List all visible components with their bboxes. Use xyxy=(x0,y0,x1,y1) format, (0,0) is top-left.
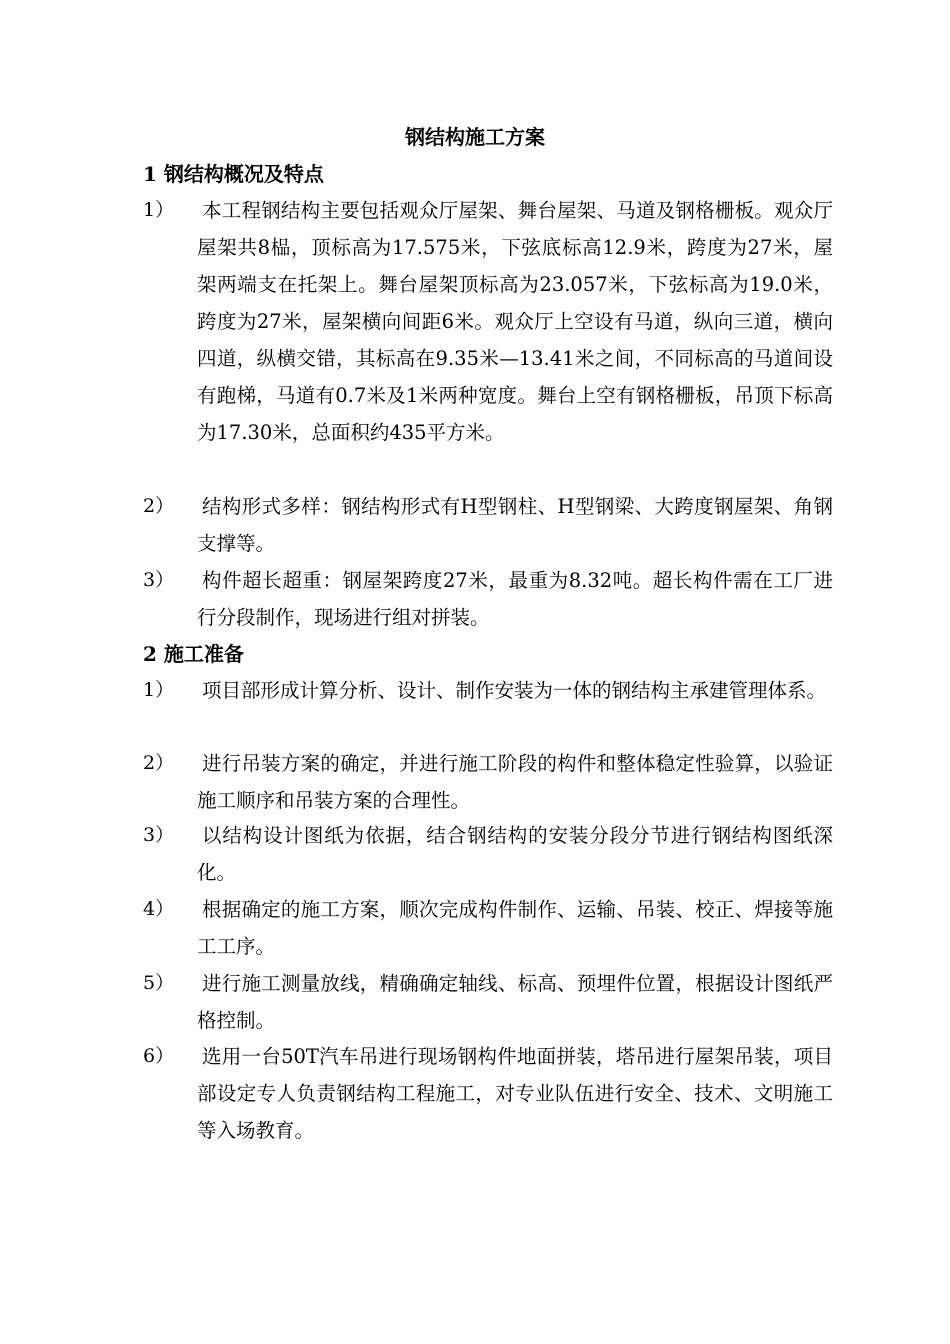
item-number: 2） xyxy=(143,752,175,774)
item-number: 2） xyxy=(143,495,175,517)
list-item xyxy=(143,817,833,891)
section-heading-2: 2 施工准备 xyxy=(143,642,244,666)
list-item xyxy=(143,672,833,709)
item-text: 根据确定的施工方案，顺次完成构件制作、运输、吊装、校正、焊接等施工工序。 xyxy=(197,898,833,958)
item-number: 3） xyxy=(143,824,175,846)
document-title: 钢结构施工方案 xyxy=(405,125,545,149)
list-item xyxy=(143,562,833,636)
list-item xyxy=(143,192,833,451)
item-text: 进行施工测量放线，精确确定轴线、标高、预埋件位置，根据设计图纸严格控制。 xyxy=(197,972,833,1032)
item-number: 1） xyxy=(143,199,175,221)
item-text: 选用一台50T汽车吊进行现场钢构件地面拼装，塔吊进行屋架吊装，项目部设定专人负责钢结构工程施工，对专业队伍进行安全、技术、文明施工等入场教育。 xyxy=(197,1045,833,1142)
item-number: 5） xyxy=(143,972,175,994)
list-item xyxy=(143,891,833,965)
list-item xyxy=(143,745,833,819)
item-number: 6） xyxy=(143,1045,175,1067)
item-text: 以结构设计图纸为依据，结合钢结构的安装分段分节进行钢结构图纸深化。 xyxy=(197,824,833,884)
list-item xyxy=(143,488,833,562)
item-number: 1） xyxy=(143,679,175,701)
item-number: 3） xyxy=(143,569,175,591)
item-text: 进行吊装方案的确定，并进行施工阶段的构件和整体稳定性验算，以验证施工顺序和吊装方案的合理性。 xyxy=(197,752,833,812)
list-item xyxy=(143,1038,833,1149)
section-heading-1: 1 钢结构概况及特点 xyxy=(143,162,324,186)
item-text: 构件超长超重：钢屋架跨度27米，最重为8.32吨。超长构件需在工厂进行分段制作，现场进行组对拼装。 xyxy=(197,569,833,629)
item-number: 4） xyxy=(143,898,175,920)
item-text: 结构形式多样：钢结构形式有H型钢柱、H型钢梁、大跨度钢屋架、角钢支撑等。 xyxy=(197,495,833,555)
item-text: 项目部形成计算分析、设计、制作安装为一体的钢结构主承建管理体系。 xyxy=(202,679,827,702)
list-item xyxy=(143,965,833,1039)
item-text: 本工程钢结构主要包括观众厅屋架、舞台屋架、马道及钢格栅板。观众厅屋架共8榀，顶标高为17.575米，下弦底标高12.9米，跨度为27米，屋架两端支在托架上。舞台屋架顶标高为23.057米，下弦标高为19.0米，跨度为27米，屋架横向间距6米。观众厅上空设有马道，纵向三道，横向四道，纵横交错，其标高在9.35米—13.41米之间，不同标高的马道间设有跑梯，马道有0.7米及1米两种宽度。舞台上空有钢格栅板，吊顶下标高为17.30米，总面积约435平方米。 xyxy=(197,199,833,444)
